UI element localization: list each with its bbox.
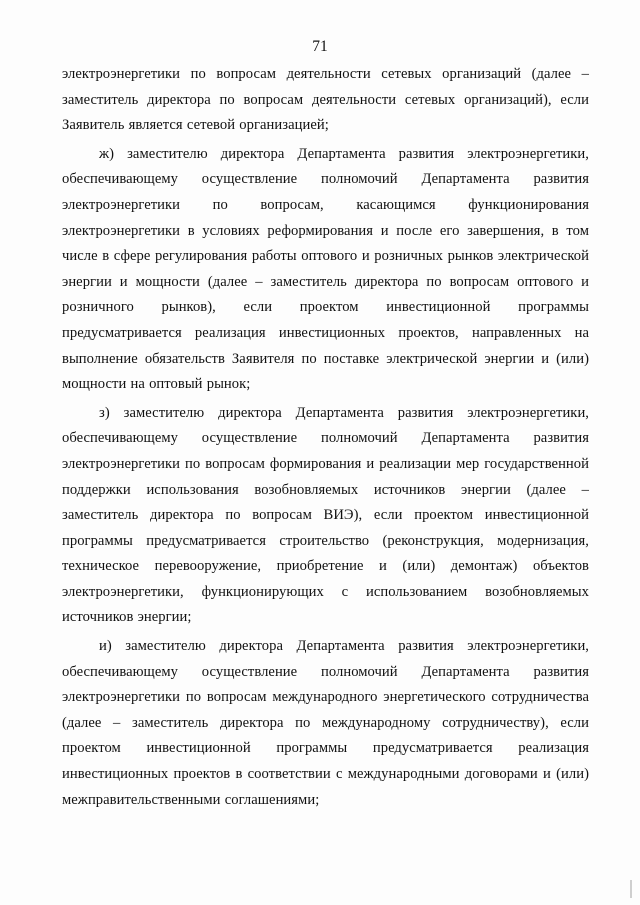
page-number: 71 [312,38,328,55]
paragraph-item-zh: ж) заместителю директора Департамента развития электроэнергетики, обеспечивающему осуществление полномочий Департамента развития электроэнергетики по вопросам, касающимся функционирования электроэнергетики в условиях реформирования и после его завершения, в том числе в сфере регулирования работы оптового и розничных рынков электрической энергии и мощности (далее – заместитель директора по вопросам оптового и розничного рынков), если проектом инвестиционной программы предусматривается реализация инвестиционных проектов, направленных на выполнение обязательств Заявителя по поставке электрической энергии и (или) мощности на оптовый рынок; [62,145,589,393]
paragraph-item-i: и) заместителю директора Департамента развития электроэнергетики, обеспечивающему осуществление полномочий Департамента развития электроэнергетики по вопросам международного энергетического сотрудничества (далее – заместитель директора по международному сотрудничеству), если проектом инвестиционной программы предусматривается реализация инвестиционных проектов в соответствии с международными договорами и (или) межправительственными соглашениями; [62,638,589,808]
scan-edge-mark [630,880,632,898]
paragraph-item-z: з) заместителю директора Департамента развития электроэнергетики, обеспечивающему осуществление полномочий Департамента развития электроэнергетики по вопросам формирования и реализации мер государственной поддержки использования возобновляемых источников энергии (далее – заместитель директора по вопросам ВИЭ), если проектом инвестиционной программы предусматривается строительство (реконструкция, модернизация, техническое перевооружение, приобретение и (или) демонтаж) объектов электроэнергетики, функционирующих с использованием возобновляемых источников энергии; [62,404,589,626]
document-body [62,62,589,813]
paragraph-continuation: электроэнергетики по вопросам деятельности сетевых организаций (далее – заместитель директора по вопросам деятельности сетевых организаций), если Заявитель является сетевой организацией; [62,66,589,134]
